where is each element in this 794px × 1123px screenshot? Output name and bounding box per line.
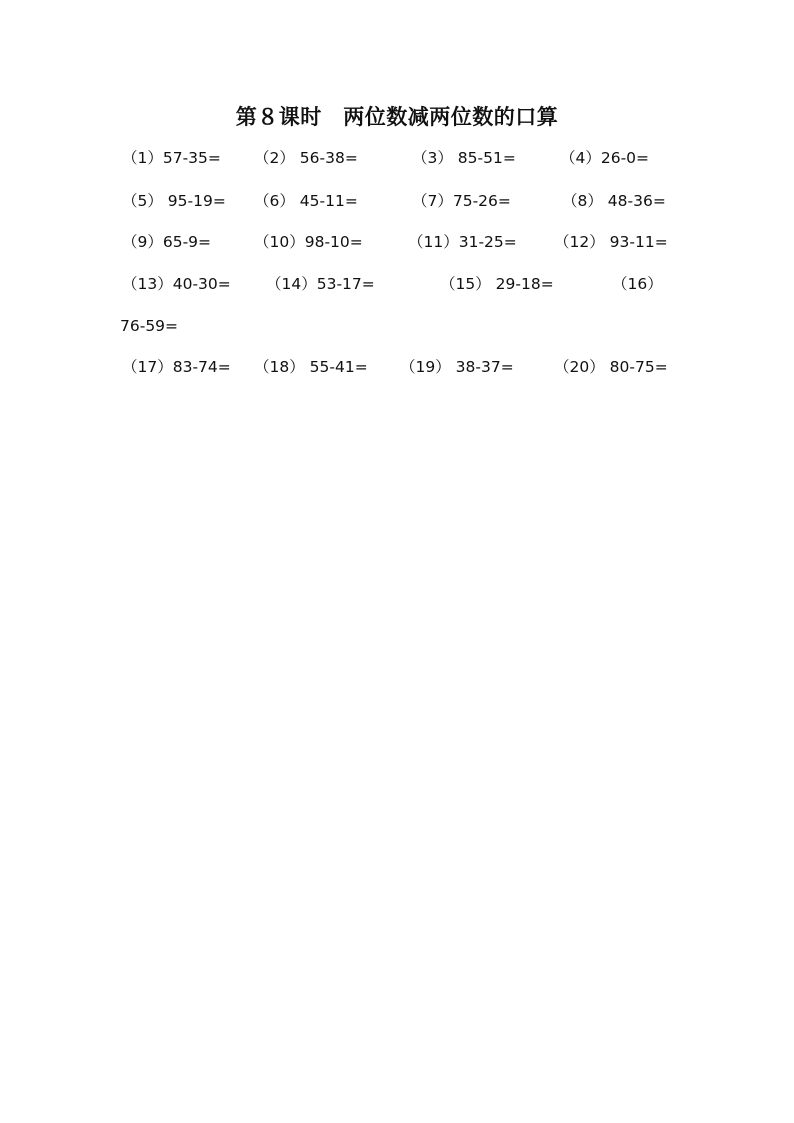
problem-9: （9）65-9=: [122, 233, 212, 251]
problem-20: （20） 80-75=: [554, 358, 668, 376]
problem-19: （19） 38-37=: [400, 358, 514, 376]
problem-row-5: [0, 355, 794, 379]
problem-17: （17）83-74=: [122, 358, 231, 376]
problem-11: （11）31-25=: [408, 233, 517, 251]
problem-15: （15） 29-18=: [440, 275, 554, 293]
problem-row-2: [0, 189, 794, 213]
problem-row-1: [0, 146, 794, 170]
problem-13: （13）40-30=: [122, 275, 231, 293]
problem-row-3: [0, 230, 794, 254]
page-title: 第８课时 两位数减两位数的口算: [235, 104, 559, 129]
problem-8: （8） 48-36=: [562, 192, 666, 210]
problem-18: （18） 55-41=: [254, 358, 368, 376]
problem-4: （4）26-0=: [560, 149, 650, 167]
problem-12: （12） 93-11=: [554, 233, 668, 251]
problem-1: （1）57-35=: [122, 149, 221, 167]
problem-14: （14）53-17=: [266, 275, 375, 293]
problem-row-4: [0, 272, 794, 296]
problem-5: （5） 95-19=: [122, 192, 226, 210]
problem-6: （6） 45-11=: [254, 192, 358, 210]
problem-16: （16）: [612, 275, 663, 293]
problem-10: （10）98-10=: [254, 233, 363, 251]
problem-7: （7）75-26=: [412, 192, 511, 210]
problem-16-continuation: 76-59=: [120, 317, 179, 335]
problem-2: （2） 56-38=: [254, 149, 358, 167]
problem-3: （3） 85-51=: [412, 149, 516, 167]
